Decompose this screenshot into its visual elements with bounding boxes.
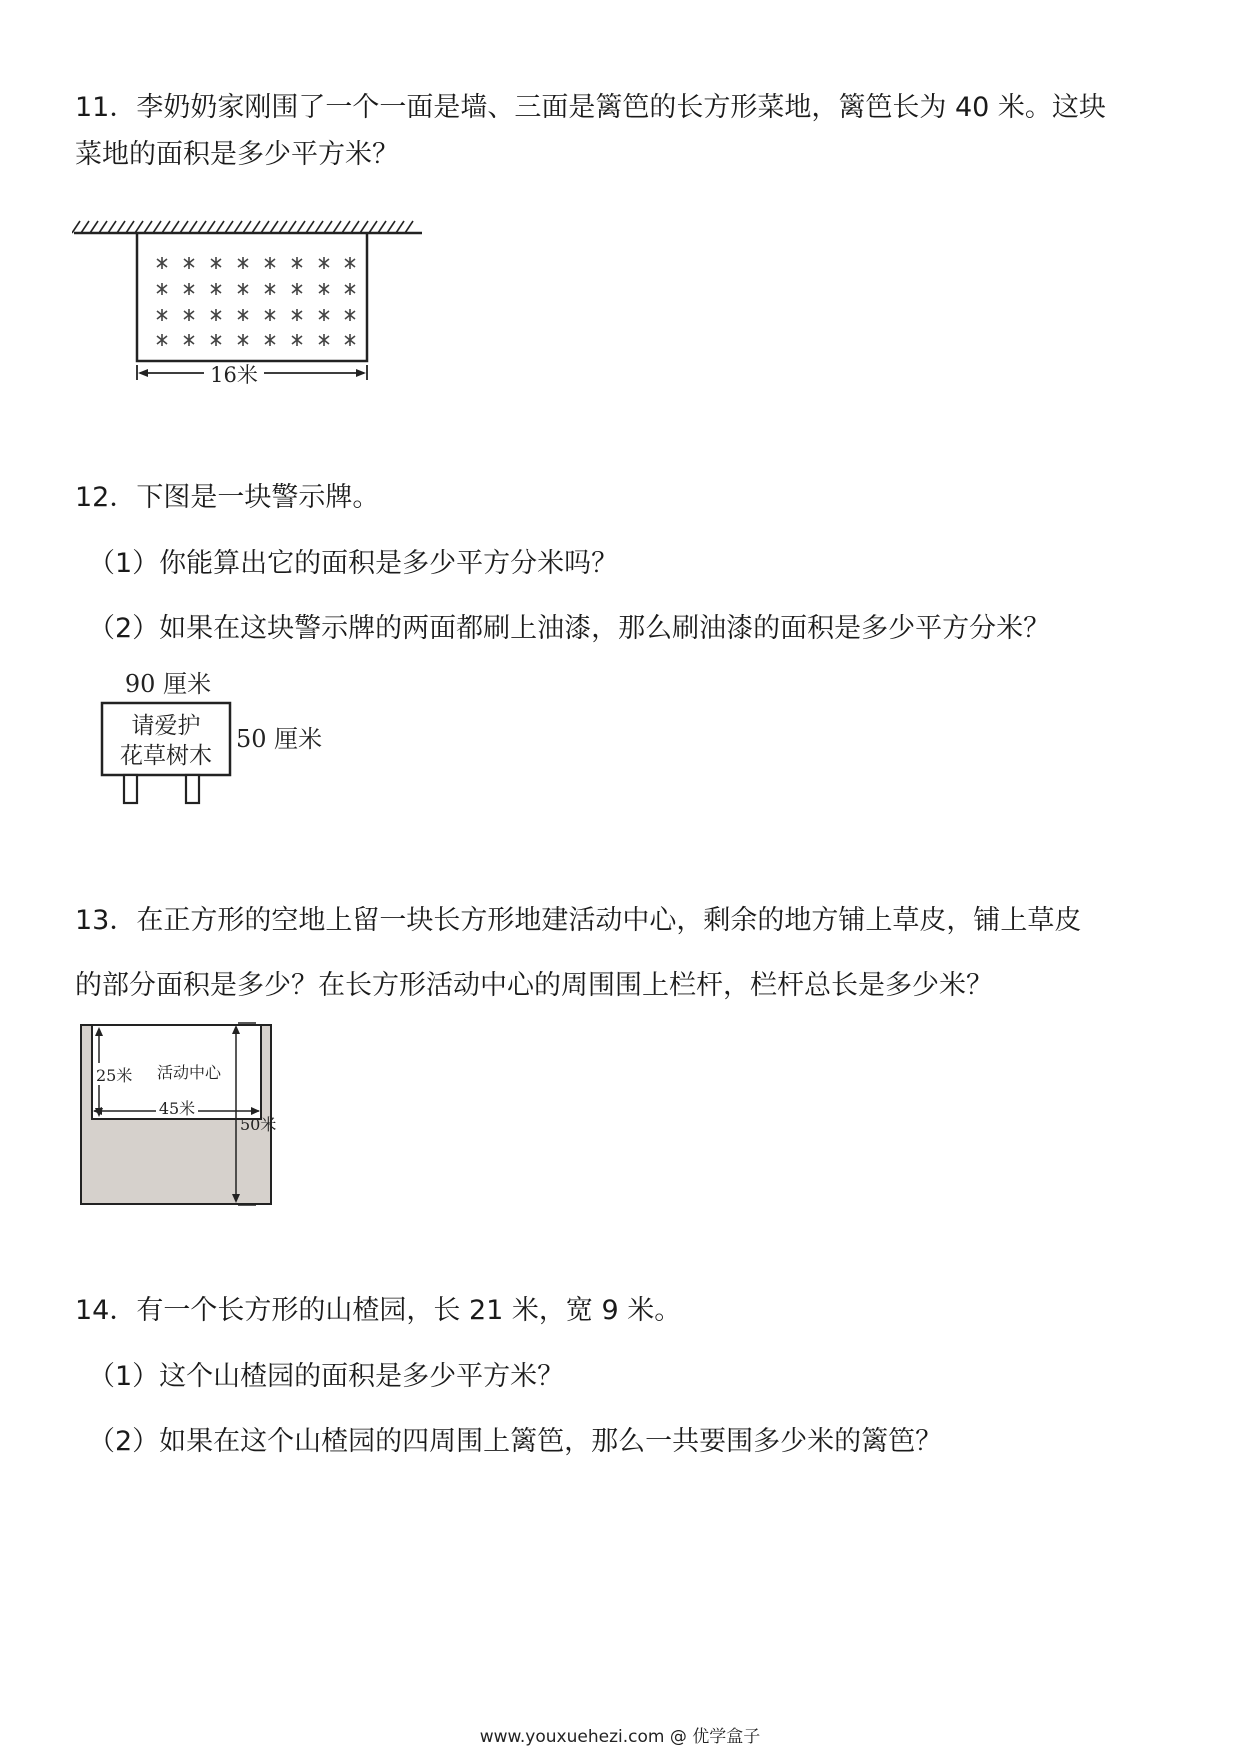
q14-sub2: （2）如果在这个山楂园的四周围上篱笆，那么一共要围多少米的篱笆？ [88,1426,943,1457]
q11-width-label: 16米 [210,363,258,387]
q14-sub1: （1）这个山楂园的面积是多少平方米？ [88,1361,565,1392]
q11-garden-figure [72,218,427,388]
sign-leg-right [186,775,199,803]
q12-side-label: 50 厘米 [236,725,323,753]
q12-sign-figure [90,663,330,813]
q13-center-label: 活动中心 [156,1063,222,1082]
q11-text-line2: 菜地的面积是多少平方米？ [75,139,399,170]
q12-text-line1: 12．下图是一块警示牌。 [75,482,380,513]
q13-square-figure [76,1021,316,1211]
q12-sub2: （2）如果在这块警示牌的两面都刷上油漆，那么刷油漆的面积是多少平方分米？ [88,613,1051,644]
sign-text-line2: 花草树木 [120,743,212,769]
q11-text-line1: 11．李奶奶家刚围了一个一面是墙、三面是篱笆的长方形菜地，篱笆长为 40 米。这块 [75,92,1106,123]
plants [157,257,355,346]
q13-text-line1: 13．在正方形的空地上留一块长方形地建活动中心，剩余的地方铺上草皮，铺上草皮 [75,905,1082,936]
fence [137,233,367,361]
q14-text-line1: 14．有一个长方形的山楂园，长 21 米，宽 9 米。 [75,1295,682,1326]
sign-leg-left [124,775,137,803]
q13-side-label: 50米 [240,1115,277,1134]
sign-text-line1: 请爱护 [131,713,201,739]
q13-text-line2: 的部分面积是多少？在长方形活动中心的周围围上栏杆，栏杆总长是多少米？ [75,970,993,1001]
q13-width-label: 45米 [158,1099,196,1118]
wall-hatching [72,221,413,233]
q12-top-label: 90 厘米 [124,670,212,698]
q13-height-label: 25米 [96,1066,133,1085]
q12-sub1: （1）你能算出它的面积是多少平方分米吗？ [88,548,619,579]
footer-watermark: www.youxuehezi.com @ 优学盒子 [479,1727,761,1747]
